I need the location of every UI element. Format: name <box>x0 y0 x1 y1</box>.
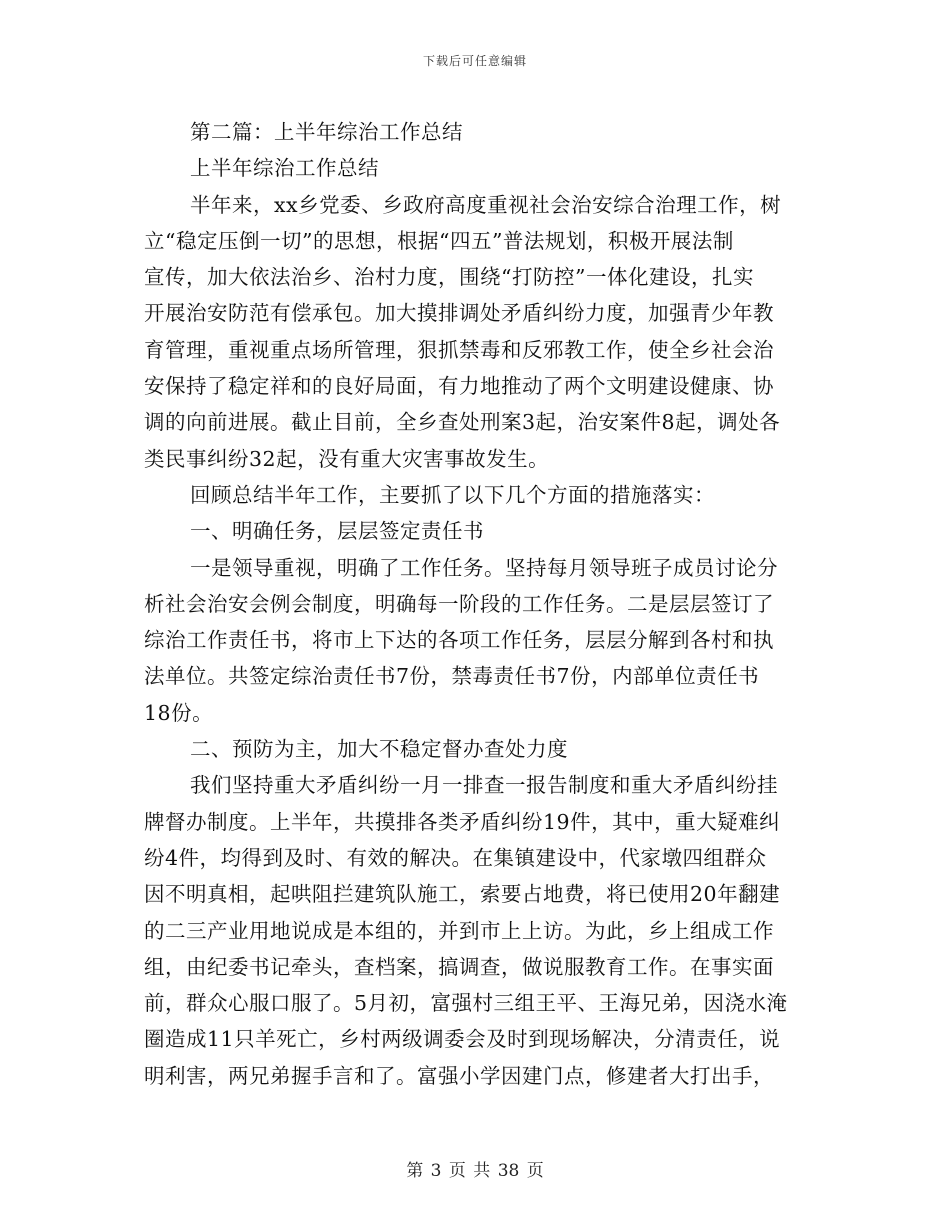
text-line: 一、明确任务，层层签定责任书 <box>190 519 484 544</box>
page-number-footer: 第 3 页 共 38 页 <box>406 1161 544 1181</box>
document-body <box>144 114 812 1094</box>
text-line: 回顾总结半年工作，主要抓了以下几个方面的措施落实： <box>190 482 715 507</box>
text-line: 牌督办制度。上半年，共摸排各类矛盾纠纷19件，其中，重大疑难纠 <box>144 809 781 834</box>
text-line: 类民事纠纷32起，没有重大灾害事故发生。 <box>144 446 550 471</box>
text-line: 宣传，加大依法治乡、治村力度，围绕“打防控”一体化建设，扎实 <box>144 265 754 290</box>
text-line: 因不明真相，起哄阻拦建筑队施工，索要占地费，将已使用20年翻建 <box>144 882 781 907</box>
text-line: 析社会治安会例会制度，明确每一阶段的工作任务。二是层层签订了 <box>144 591 774 616</box>
text-line: 纷4件，均得到及时、有效的解决。在集镇建设中，代家墩四组群众 <box>144 845 767 870</box>
text-line: 的二三产业用地说成是本组的，并到市上上访。为此，乡上组成工作 <box>144 918 774 943</box>
text-line: 我们坚持重大矛盾纠纷一月一排查一报告制度和重大矛盾纠纷挂 <box>190 773 778 798</box>
text-line: 上半年综治工作总结 <box>190 156 379 181</box>
text-line: 前，群众心服口服了。5月初，富强村三组王平、王海兄弟，因浇水淹 <box>144 991 788 1016</box>
text-line: 一是领导重视，明确了工作任务。坚持每月领导班子成员讨论分 <box>190 555 778 580</box>
text-line: 法单位。共签定综治责任书7份，禁毒责任书7份，内部单位责任书 <box>144 664 760 689</box>
text-line: 综治工作责任书，将市上下达的各项工作任务，层层分解到各村和执 <box>144 628 774 653</box>
text-line: 调的向前进展。截止目前，全乡查处刑案3起，治安案件8起，调处各 <box>144 410 781 435</box>
text-line: 二、预防为主，加大不稳定督办查处力度 <box>190 737 568 762</box>
text-line: 圈造成11只羊死亡，乡村两级调委会及时到现场解决，分清责任，说 <box>144 1027 781 1052</box>
page-header-note: 下载后可任意编辑 <box>422 54 527 68</box>
text-line: 第二篇：上半年综治工作总结 <box>190 120 463 144</box>
text-line: 育管理，重视重点场所管理，狠抓禁毒和反邪教工作，使全乡社会治 <box>144 337 774 362</box>
text-line: 18份。 <box>144 700 214 725</box>
text-line: 半年来，xx乡党委、乡政府高度重视社会治安综合治理工作，树 <box>190 192 782 217</box>
text-line: 安保持了稳定祥和的良好局面，有力地推动了两个文明建设健康、协 <box>144 374 774 399</box>
text-line: 组，由纪委书记牵头，查档案，搞调查，做说服教育工作。在事实面 <box>144 954 774 979</box>
text-line: 开展治安防范有偿承包。加大摸排调处矛盾纠纷力度，加强青少年教 <box>144 301 774 326</box>
text-line: 立“稳定压倒一切”的思想，根据“四五”普法规划，积极开展法制 <box>144 228 734 253</box>
text-line: 明利害，两兄弟握手言和了。富强小学因建门点，修建者大打出手， <box>144 1063 774 1088</box>
